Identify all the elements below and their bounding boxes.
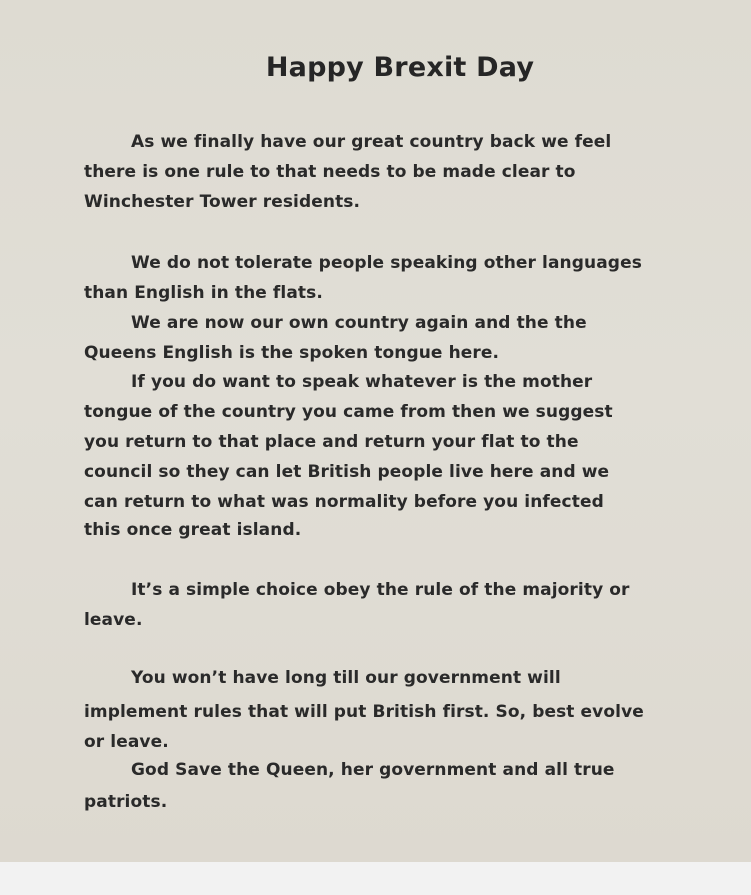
notice-line: tongue of the country you came from then we suggest [84,402,613,422]
notice-line: You won’t have long till our government will [131,668,561,688]
notice-line: Queens English is the spoken tongue here. [84,343,500,363]
notice-line: Winchester Tower residents. [84,192,361,212]
notice-line: this once great island. [84,520,302,540]
notice-line: there is one rule to that needs to be made clear to [84,162,576,182]
notice-line: patriots. [84,792,168,812]
notice-title: Happy Brexit Day [265,52,535,83]
notice-line: implement rules that will put British first. So, best evolve [84,702,644,722]
notice-line: than English in the flats. [84,283,323,303]
notice-line: It’s a simple choice obey the rule of the majority or [131,580,630,600]
notice-line: or leave. [84,732,169,752]
notice-line: If you do want to speak whatever is the mother [131,372,593,392]
bottom-strip [0,862,751,895]
notice-line: God Save the Queen, her government and all true [131,760,615,780]
notice-line: council so they can let British people live here and we [84,462,610,482]
notice-line: As we finally have our great country back we feel [131,132,612,152]
notice-line: We are now our own country again and the the [131,313,587,333]
notice-line: leave. [84,610,143,630]
notice-line: you return to that place and return your flat to the [84,432,579,452]
notice-line: We do not tolerate people speaking other languages [131,253,642,273]
notice-line: can return to what was normality before you infected [84,492,604,512]
